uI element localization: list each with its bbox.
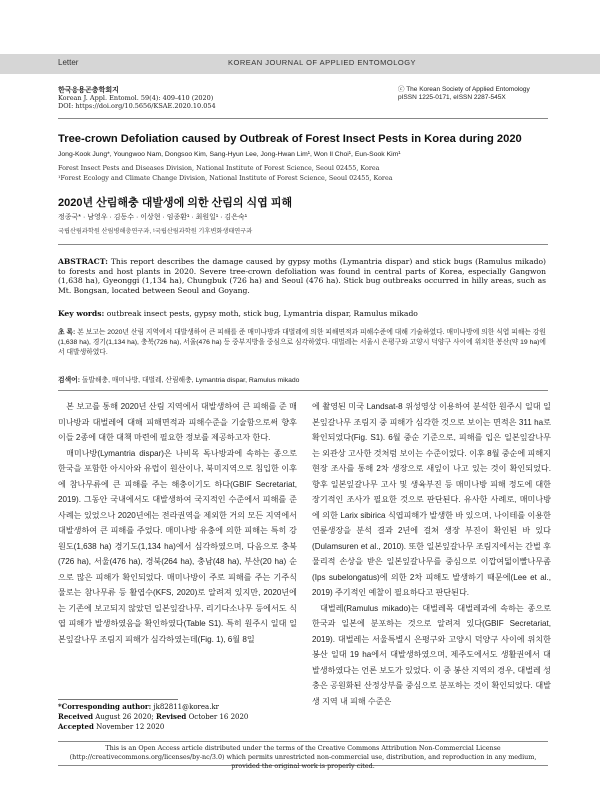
doi-link[interactable]: DOI: https://doi.org/10.5656/KSAE.2020.10.054	[58, 102, 216, 110]
citation: Korean J. Appl. Entomol. 59(4): 409-410 (2020)	[58, 94, 214, 102]
abstract-text: This report describes the damage caused by gypsy moths (Lymantria dispar) and stick bugs (Ramulus mikado) to forests and host plants in 2020. Severe tree-crown defoliation was found in central parts of Korea, especially Gangwon (1,638 ha), Gyeonggi (1,134 ha), Chungbuk (726 ha) and Seoul (476 ha). Stick bug outbreaks occurred in hilly areas, such as Mt. Bongsan, located between Seoul and Goyang.	[58, 257, 546, 295]
affiliation-1: Forest Insect Pests and Diseases Division, National Institute of Forest Science, Seoul 02455, Korea	[58, 164, 380, 172]
summary-label: 초 록:	[58, 329, 76, 336]
accepted-date: November 12 2020	[96, 723, 165, 731]
authors-korean: 정종국* · 남영우 · 김동수 · 이상현 · 임종환¹ · 최원일¹ · 김은숙¹	[58, 214, 248, 221]
revised-label: Revised	[156, 712, 187, 721]
received-label: Received	[58, 712, 94, 721]
keywords-text: outbreak insect pests, gypsy moth, stick bug, Lymantria dispar, Ramulus mikado	[106, 309, 418, 318]
korean-keywords-text: 돌발해충, 매미나방, 대벌레, 산림해충, Lymantria dispar, Ramulus mikado	[81, 377, 300, 384]
copyright: ⓒ The Korean Society of Applied Entomology	[398, 86, 530, 93]
affiliation-korean: 국립산림과학원 산림병해충연구과, ¹국립산림과학원 기후변화생태연구과	[58, 228, 253, 235]
body-column-right	[312, 399, 551, 709]
section-label: Letter	[58, 58, 79, 67]
abstract-label: ABSTRACT:	[58, 257, 108, 266]
divider	[58, 244, 548, 245]
footnote	[58, 702, 308, 732]
abstract	[58, 257, 546, 295]
journal-korean-name: 한국응용곤충학회지	[58, 85, 119, 94]
body-column-left	[58, 399, 297, 647]
journal-name: KOREAN JOURNAL OF APPLIED ENTOMOLOGY	[228, 58, 417, 67]
journal-meta	[58, 86, 216, 110]
divider	[58, 390, 548, 391]
keywords-label: Key words:	[58, 309, 105, 318]
accepted-label: Accepted	[58, 722, 94, 731]
affiliation-2: ¹Forest Ecology and Climate Change Division, National Institute of Forest Science, Seoul 02455, Korea	[58, 174, 393, 182]
licence-notice: This is an Open Access article distributed under the terms of the Creative Commons Attribution Non-Commercial License (http://creativecommons.org/licenses/by-nc/3.0) which permits unrestricted non-commercial use, distribution, and reproduction in any medium, provided the original work is properly cited.	[58, 741, 548, 766]
korean-keywords-label: 검색어:	[58, 377, 80, 384]
korean-summary	[58, 328, 546, 358]
title-korean: 2020년 산림해충 대발생에 의한 산림의 식엽 피해	[58, 197, 293, 209]
title-english: Tree-crown Defoliation caused by Outbreak of Forest Insect Pests in Korea during 2020	[58, 133, 522, 145]
corresponding-label: *Corresponding author:	[58, 702, 152, 711]
corresponding-email[interactable]: jk82811@korea.kr	[153, 703, 220, 711]
keywords	[58, 309, 546, 319]
paragraph: 매미나방(Lymantria dispar)은 나비목 독나방과에 속하는 종으로 한국을 포함한 아시아와 유럽이 원산이나, 북미지역으로 침입한 이후에 참나무류에 큰 피해를 주는 해충이기도 하다(GBIF Secretariat, 2019). 그동안 국내에서도 대발생하여 국지적인 수준에서 피해를 준 사례는 있었으나 2020년에는 전라권역을 제외한 거의 모든 지역에서 대발생하여 큰 피해를 주었다. 매미나방 유충에 의한 피해는 특히 강원도(1,638 ha) 경기도(1,134 ha)에서 심각하였으며, 다음으로 충북(726 ha), 서울(476 ha), 경북(264 ha), 충남(48 ha), 부산(20 ha) 순으로 많은 피해가 확인되었다. 매미나방이 주로 피해를 주는 기주식물로는 참나무류 등 활엽수(KFS, 2020)로 알려져 있지만, 2020년에는 기존에 보고되지 않았던 일본잎갈나무, 리기다소나무 등에서도 식엽 피해가 발생하였음을 확인하였다(Table S1). 특히 원주시 일대 일본잎갈나무 조림지 피해가 심각하였는데(Fig. 1), 6월 8일	[58, 448, 297, 644]
issn: pISSN 1225-0171, eISSN 2287-545X	[398, 94, 506, 101]
received-date: August 26 2020;	[95, 713, 154, 721]
paragraph: 대벌레(Ramulus mikado)는 대벌레목 대벌레과에 속하는 종으로 한국과 일본에 분포하는 것으로 알려져 있다(GBIF Secretariat, 2019). 대벌레는 서울특별시 은평구와 고양시 덕양구 사이에 위치한 봉산 일대 19 ha에서 대발생하였으며, 제주도에서도 생활권에서 대발생하였다는 언론 보도가 있었다. 이 중 봉산 지역의 경우, 대벌레 성충은 공원화된 산정상부를 중심으로 분포하는 것이 확인되었다. 대발생 지역 내 피해 수준은	[312, 603, 551, 706]
korean-keywords	[58, 374, 546, 384]
footnote-rule	[58, 699, 178, 700]
revised-date: October 16 2020	[188, 713, 249, 721]
copyright-meta	[398, 86, 530, 102]
paragraph: 에 촬영된 미국 Landsat-8 위성영상 이용하여 분석한 원주시 일대 일본잎갈나무 조림지 중 피해가 심각한 것으로 보이는 면적은 311 ha로 확인되었다(Fig. S1). 6월 중순 기준으로, 피해를 입은 일본잎갈나무는 외관상 고사한 것처럼 보이는 수준이었다. 이후 8월 중순에 피해지 현장 조사를 통해 2차 생장으로 새잎이 나고 있는 것이 확인되었다. 향후 일본잎갈나무 고사 및 생육부진 등 매미나방 피해 정도에 대한 장기적인 조사가 필요한 것으로 판단된다. 유사한 사례로, 매미나방에 의한 Larix sibirica 식엽피해가 발생한 바 있으며, 나이테를 이용한 연륜생장을 분석 결과 2년에 걸쳐 생장 부진이 확인된 바 있다(Dulamsuren et al., 2010). 또한 일본잎갈나무 조림지에서는 간벌 후 물리적 손상을 받은 일본잎갈나무를 중심으로 이깝여덟이빨나무좀(Ips subelongatus)에 의한 2차 피해도 발생하기 때문에(Lee et al., 2019) 주기적인 예찰이 필요하다고 판단된다.	[312, 402, 551, 597]
authors-english: Jong-Kook Jung*, Youngwoo Nam, Dongsoo Kim, Sang-Hyun Lee, Jong-Hwan Lim¹, Won Il Choi¹, Eun-Sook Kim¹	[58, 151, 401, 158]
divider	[58, 118, 548, 119]
affiliations-english	[58, 163, 393, 183]
paragraph: 본 보고를 통해 2020년 산림 지역에서 대발생하여 큰 피해를 준 매미나방과 대벌레에 대해 피해면적과 피해수준을 기술함으로써 향후 이들 2종에 대한 대책 마련에 필요한 정보를 제공하고자 한다.	[58, 402, 297, 442]
summary-text: 본 보고는 2020년 산림 지역에서 대발생하여 큰 피해를 준 매미나방과 대벌레에 의한 피해면적과 피해수준에 대해 기술하였다. 매미나방에 의한 식엽 피해는 강원(1,638 ha), 경기(1,134 ha), 충북(726 ha), 서울(476 ha) 등 중부지방을 중심으로 심각하였다. 대벌레는 서울시 은평구와 고양시 덕양구 사이에 위치한 봉산(약 19 ha)에서 대발생하였다.	[58, 329, 546, 356]
